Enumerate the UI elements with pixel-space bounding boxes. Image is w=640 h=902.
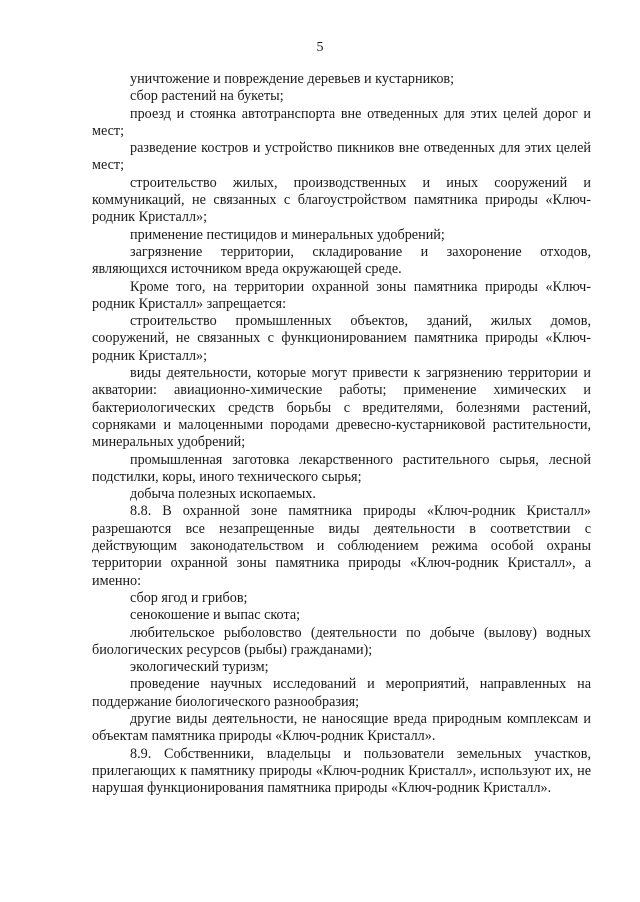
- paragraph-1: уничтожение и повреждение деревьев и кустарников;: [130, 71, 455, 87]
- paragraph-13: 8.8. В охранной зоне памятника природы «Ключ-родник Кристалл» разрешаются все незапрещенные виды деятельности в соответствии с действующим законодательством и соблюдением режима особой охраны территории охранной зоны памятника природы «Ключ-родник Кристалл», а именно:: [92, 503, 591, 589]
- paragraph-14: сбор ягод и грибов;: [130, 589, 248, 606]
- paragraph-9: строительство промышленных объектов, зданий, жилых домов, сооружений, не связанных с функционированием памятника природы «Ключ-родник Кристалл»;: [92, 313, 591, 364]
- page-number: 5: [316, 40, 324, 55]
- paragraph-7: загрязнение территории, складирование и захоронение отходов, являющихся источником вреда окружающей среде.: [92, 243, 591, 278]
- paragraph-12: добыча полезных ископаемых.: [130, 486, 316, 503]
- paragraph-8: Кроме того, на территории охранной зоны памятника природы «Ключ-родник Кристалл» запрещается:: [92, 278, 591, 312]
- paragraph-20: 8.9. Собственники, владельцы и пользователи земельных участков, прилегающих к памятнику природы «Ключ-родник Кристалл», используют их, не нарушая функционирования памятника природы «Ключ-родник Кристалл».: [92, 745, 591, 797]
- paragraph-16: любительское рыболовство (деятельности по добыче (вылову) водных биологических ресурсов (рыбы) гражданами);: [92, 624, 591, 658]
- paragraph-2: сбор растений на букеты;: [130, 88, 284, 105]
- paragraph-15: сенокошение и выпас скота;: [130, 607, 301, 624]
- paragraph-19: другие виды деятельности, не наносящие вреда природным комплексам и объектам памятника природы «Ключ-родник Кристалл».: [92, 710, 591, 745]
- paragraph-4: разведение костров и устройство пикников вне отведенных для этих целей мест;: [92, 140, 591, 174]
- paragraph-10: виды деятельности, которые могут привести к загрязнению территории и акватории: авиационно-химические работы; применение химических и бактериологических средств борьбы с вредителями, болезнями растений, сорняками и малоценными породами древесно-кустарниковой растительности, минеральных удобрений;: [92, 365, 591, 451]
- paragraph-6: применение пестицидов и минеральных удобрений;: [130, 226, 445, 243]
- document-body: [92, 71, 591, 797]
- paragraph-3: проезд и стоянка автотранспорта вне отведенных для этих целей дорог и мест;: [92, 105, 591, 139]
- paragraph-5: строительство жилых, производственных и иных сооружений и коммуникаций, не связанных с благоустройством памятника природы «Ключ-родник Кристалл»;: [92, 174, 591, 226]
- paragraph-11: промышленная заготовка лекарственного растительного сырья, лесной подстилки, коры, иного технического сырья;: [92, 451, 591, 485]
- paragraph-17: экологический туризм;: [130, 659, 269, 676]
- paragraph-18: проведение научных исследований и мероприятий, направленных на поддержание биологического разнообразия;: [92, 676, 591, 710]
